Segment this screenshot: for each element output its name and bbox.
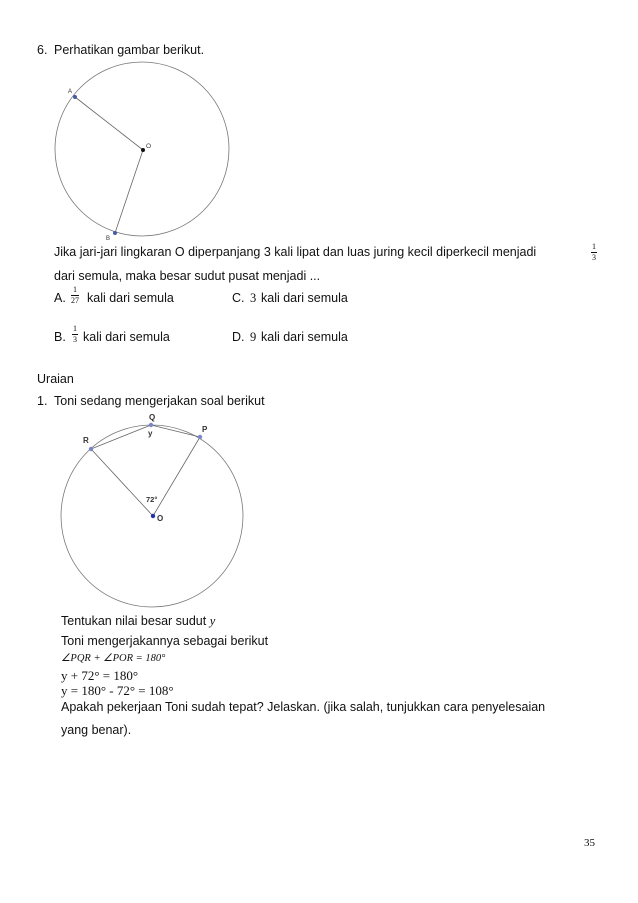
option-c-text: kali dari semula bbox=[261, 291, 348, 305]
section-heading-uraian: Uraian bbox=[37, 372, 74, 386]
option-c-letter: C. bbox=[232, 291, 245, 305]
uraian-1-work-intro: Toni mengerjakannya sebagai berikut bbox=[61, 634, 269, 648]
option-c-value: 3 bbox=[250, 291, 257, 305]
label-r: R bbox=[83, 436, 89, 445]
option-b-fraction bbox=[72, 325, 78, 344]
option-d-letter: D. bbox=[232, 330, 245, 344]
page-number: 35 bbox=[584, 837, 595, 849]
question-6-fraction bbox=[591, 243, 597, 262]
work-line-1: ∠PQR + ∠POR = 180° bbox=[61, 653, 166, 664]
fraction-denominator: 3 bbox=[592, 253, 596, 262]
label-b: B bbox=[106, 236, 111, 240]
uraian-1-task: Tentukan nilai besar sudut bbox=[61, 614, 207, 628]
option-d-text: kali dari semula bbox=[261, 330, 348, 344]
chord-qp bbox=[151, 425, 200, 437]
work-line-3: y = 180° - 72° = 108° bbox=[61, 683, 174, 698]
fraction-numerator: 1 bbox=[592, 242, 596, 251]
option-a-text: kali dari semula bbox=[87, 291, 174, 305]
point-o bbox=[141, 148, 145, 152]
work-line-2: y + 72° = 180° bbox=[61, 668, 139, 683]
circle-figure-2 bbox=[55, 408, 255, 613]
option-a-letter: A. bbox=[54, 291, 66, 305]
option-b-letter: B. bbox=[54, 330, 66, 344]
question-6-text-line1: Jika jari-jari lingkaran O diperpanjang 3 kali lipat dan luas juring kecil diperkecil menjadi bbox=[54, 245, 537, 259]
radius-ob bbox=[115, 150, 143, 233]
label-o: O bbox=[146, 143, 152, 150]
option-d-value: 9 bbox=[250, 330, 257, 344]
option-b-denominator: 3 bbox=[73, 335, 77, 344]
label-y: y bbox=[148, 429, 153, 438]
uraian-1-prompt: Toni sedang mengerjakan soal berikut bbox=[54, 394, 265, 408]
option-b-text: kali dari semula bbox=[83, 330, 170, 344]
option-a-numerator: 1 bbox=[73, 285, 77, 294]
uraian-1-task-var: y bbox=[209, 614, 216, 628]
circle-figure-1 bbox=[45, 60, 245, 240]
option-b-numerator: 1 bbox=[73, 324, 77, 333]
point-o bbox=[151, 514, 155, 518]
label-o: O bbox=[157, 514, 164, 523]
uraian-1-number: 1. bbox=[37, 394, 48, 408]
radius-oa bbox=[75, 97, 143, 150]
radius-op bbox=[153, 437, 200, 516]
option-a-denominator: 27 bbox=[71, 296, 79, 305]
point-r bbox=[89, 447, 93, 451]
option-a-fraction bbox=[71, 286, 79, 305]
uraian-1-question-line2: yang benar). bbox=[61, 723, 132, 737]
chord-rq bbox=[91, 425, 151, 449]
label-p: P bbox=[202, 425, 208, 434]
radius-or bbox=[91, 449, 153, 516]
label-q: Q bbox=[149, 413, 156, 422]
label-angle-72: 72° bbox=[146, 495, 158, 504]
point-q bbox=[149, 423, 153, 427]
point-p bbox=[198, 435, 202, 439]
question-6-number: 6. bbox=[37, 43, 48, 57]
question-6-text-line2: dari semula, maka besar sudut pusat menjadi ... bbox=[54, 269, 321, 283]
label-a: A bbox=[68, 89, 73, 95]
point-a bbox=[73, 95, 77, 99]
question-6-prompt: Perhatikan gambar berikut. bbox=[54, 43, 205, 57]
uraian-1-question-line1: Apakah pekerjaan Toni sudah tepat? Jelaskan. (jika salah, tunjukkan cara penyelesaian bbox=[61, 700, 546, 714]
point-b bbox=[113, 231, 117, 235]
uraian-1-task-line bbox=[61, 614, 215, 629]
